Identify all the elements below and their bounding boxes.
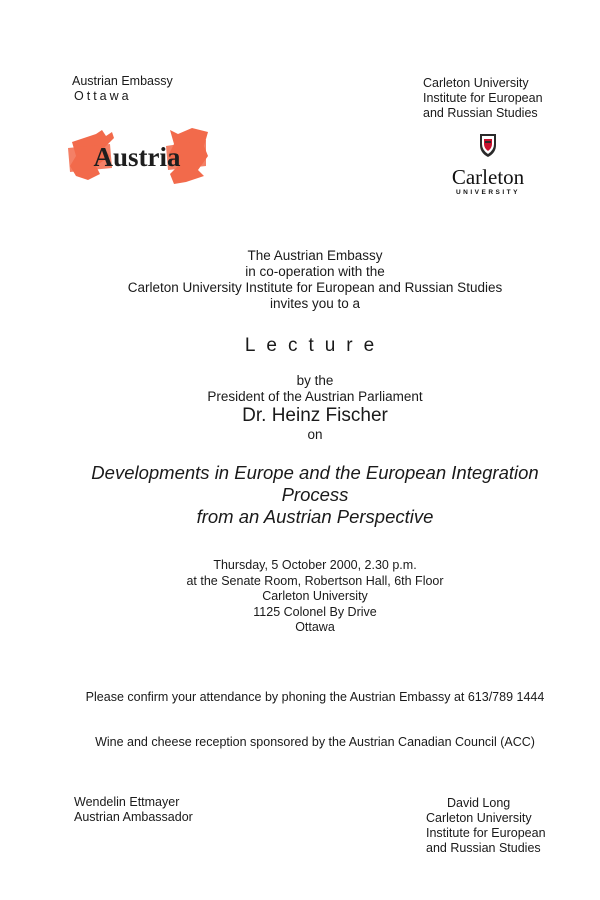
title-line-2: Process	[281, 484, 349, 505]
reception-note: Wine and cheese reception sponsored by the Austrian Canadian Council (ACC)	[95, 735, 535, 749]
director-line-2: Institute for European	[426, 826, 546, 840]
title-line-1: Developments in Europe and the European Integration	[91, 462, 539, 483]
intro-line-2: in co-operation with the	[245, 264, 385, 279]
invitation-intro	[0, 248, 600, 312]
signature-left	[74, 795, 193, 825]
ambassador-title: Austrian Ambassador	[74, 810, 193, 824]
event-institution: Carleton University	[262, 589, 368, 603]
speaker-role	[0, 373, 600, 405]
director-line-1: Carleton University	[426, 811, 532, 825]
on-line: on	[307, 427, 323, 442]
carleton-university-label: UNIVERSITY	[455, 189, 520, 196]
director-name: David Long	[447, 796, 511, 810]
embassy-name: Austrian Embassy	[72, 74, 173, 88]
intro-line-3: Carleton University Institute for European and Russian Studies	[127, 280, 503, 295]
event-street: 1125 Colonel By Drive	[253, 604, 377, 619]
lecture-title	[0, 462, 600, 528]
by-line: by the	[296, 373, 334, 388]
event-details	[0, 558, 600, 636]
intro-line-4: invites you to a	[269, 296, 361, 311]
ambassador-name: Wendelin Ettmayer	[74, 795, 180, 809]
speaker-name: Dr. Heinz Fischer	[242, 405, 388, 426]
event-venue: at the Senate Room, Robertson Hall, 6th Floor	[186, 573, 444, 588]
embassy-city: Ottawa	[74, 89, 132, 103]
title-line-3: from an Austrian Perspective	[196, 506, 434, 527]
institute-line-2: Institute for European	[423, 91, 543, 105]
carleton-wordmark: Carleton	[451, 165, 525, 189]
event-type: Lecture	[244, 335, 386, 356]
rsvp-note: Please confirm your attendance by phoning the Austrian Embassy at 613/789 1444	[85, 690, 545, 704]
signature-right	[426, 796, 546, 856]
carleton-logo	[447, 132, 529, 196]
institute-line-3: and Russian Studies	[423, 106, 538, 120]
institute-line-1: Carleton University	[423, 76, 529, 90]
event-datetime: Thursday, 5 October 2000, 2.30 p.m.	[213, 558, 417, 572]
role-line: President of the Austrian Parliament	[207, 389, 423, 404]
carleton-shield-icon	[479, 132, 497, 158]
institute-header	[423, 76, 543, 121]
austria-logo	[66, 126, 210, 186]
austria-logo-text: Austria	[93, 142, 181, 172]
event-city: Ottawa	[295, 620, 335, 634]
director-line-3: and Russian Studies	[426, 841, 541, 855]
intro-line-1: The Austrian Embassy	[247, 248, 383, 263]
embassy-header	[72, 74, 173, 104]
austria-flag-brush-icon	[66, 126, 210, 186]
